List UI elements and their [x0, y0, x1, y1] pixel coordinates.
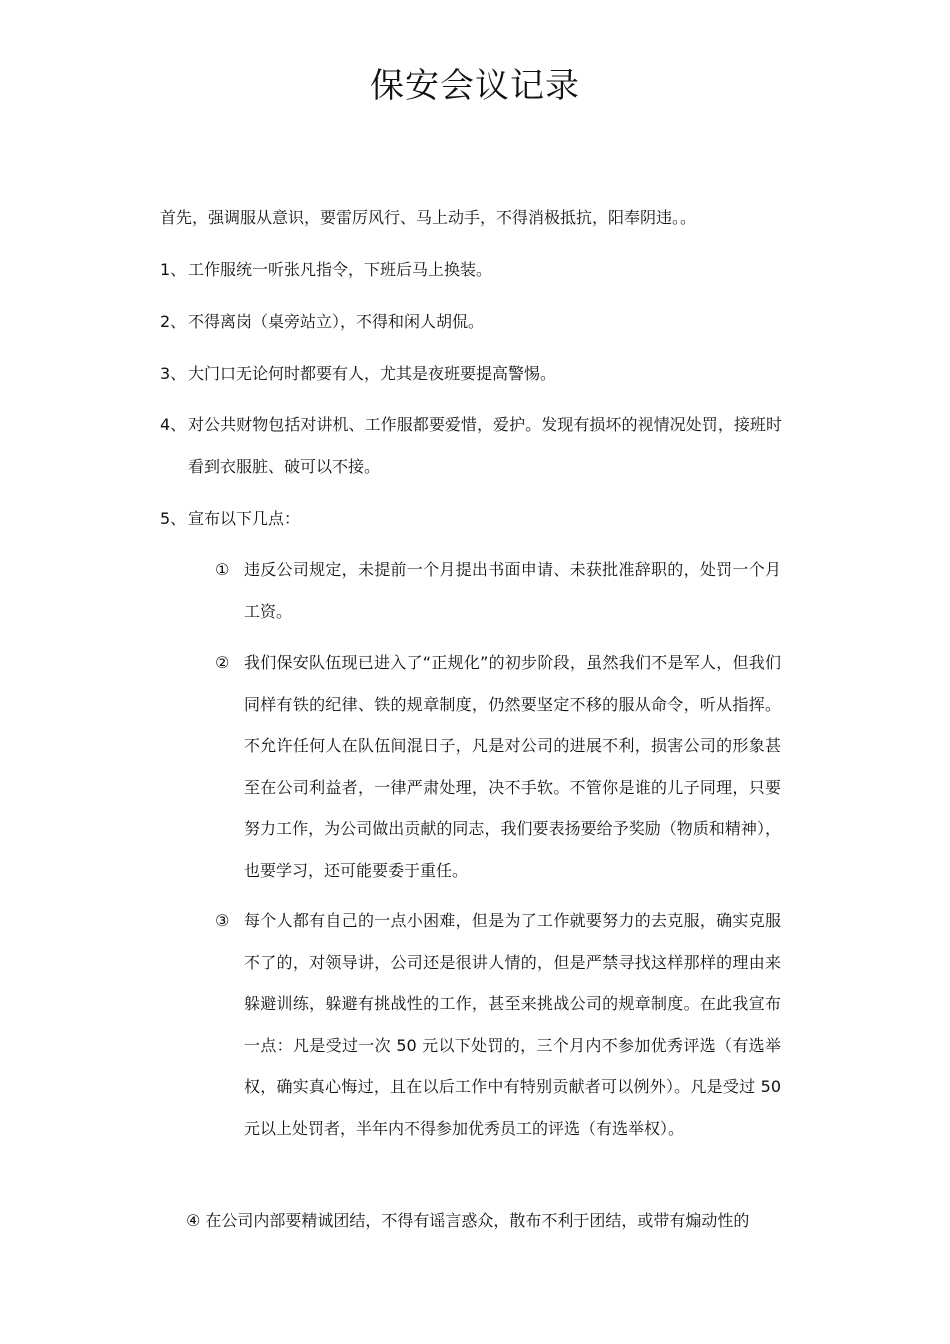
list-number: 4、 [160, 415, 187, 434]
sub-item-1 [215, 549, 781, 632]
list-item-2 [160, 301, 782, 343]
list-text: 宣布以下几点： [188, 509, 301, 528]
document-title: 保安会议记录 [370, 66, 580, 106]
sub-item-text: 我们保安队伍现已进入了“正规化”的初步阶段，虽然我们不是军人，但我们同样有铁的纪律、铁的规章制度，仍然要坚定不移的服从命令，听从指挥。不允许任何人在队伍间混日子，凡是对公司的进展不利，损害公司的形象甚至在公司利益者，一律严肃处理，决不手软。不管你是谁的儿子同理，只要努力工作，为公司做出贡献的同志，我们要表扬要给予奖励（物质和精神），也要学习，还可能要委于重任。 [244, 653, 781, 880]
sub-item-text: 违反公司规定，未提前一个月提出书面申请、未获批准辞职的，处罚一个月工资。 [244, 560, 781, 621]
list-item-3 [160, 353, 782, 395]
list-number: 1、 [160, 260, 187, 279]
list-number: 2、 [160, 312, 187, 331]
intro-paragraph: 首先，强调服从意识，要雷厉风行、马上动手，不得消极抵抗，阳奉阴违。。 [160, 208, 697, 227]
sub-item-3 [215, 900, 781, 1149]
list-text: 大门口无论何时都要有人，尤其是夜班要提高警惕。 [188, 364, 557, 383]
sub-item-number: ③ [215, 911, 230, 930]
list-item-4 [160, 404, 782, 487]
list-text: 不得离岗（桌旁站立），不得和闲人胡侃。 [188, 312, 485, 331]
sub-item-4-partial: ④ 在公司内部要精诚团结，不得有谣言惑众，散布不利于团结，或带有煽动性的 [186, 1211, 750, 1230]
sub-item-2 [215, 642, 781, 891]
sub-item-number: ② [215, 653, 230, 672]
sub-item-text: 每个人都有自己的一点小困难，但是为了工作就要努力的去克服，确实克服不了的，对领导讲，公司还是很讲人情的，但是严禁寻找这样那样的理由来躲避训练，躲避有挑战性的工作，甚至来挑战公司的规章制度。在此我宣布一点：凡是受过一次 50 元以下处罚的，三个月内不参加优秀评选（有选举权，确实真心悔过，且在以后工作中有特别贡献者可以例外）。凡是受过 50 元以上处罚者，半年内不得参加优秀员工的评选（有选举权）。 [244, 911, 781, 1138]
list-number: 3、 [160, 364, 187, 383]
list-item-1 [160, 249, 782, 291]
sub-item-number: ① [215, 560, 230, 579]
list-text: 工作服统一听张凡指令，下班后马上换装。 [188, 260, 493, 279]
list-text: 对公共财物包括对讲机、工作服都要爱惜，爱护。发现有损坏的视情况处罚，接班时看到衣服脏、破可以不接。 [188, 415, 782, 476]
list-item-5 [160, 498, 782, 540]
list-number: 5、 [160, 509, 187, 528]
